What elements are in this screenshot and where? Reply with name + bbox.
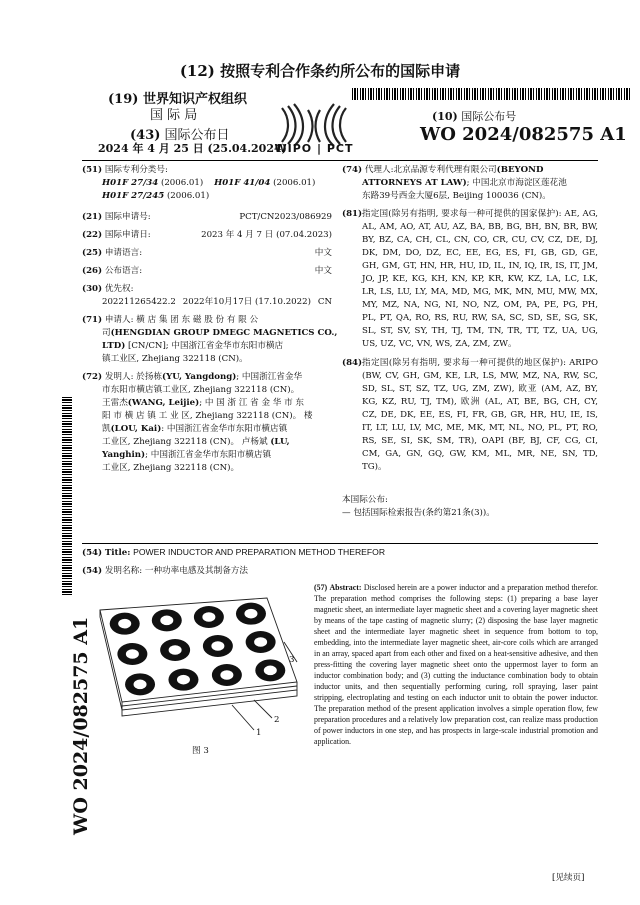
wipo-logo-text: WIPO | PCT bbox=[274, 142, 354, 155]
coil-core bbox=[177, 675, 190, 685]
abstract: (57) Abstract: Disclosed herein are a power inductor and a preparation method therefor. The preparation method comprises the following steps: (1) preparing a base layer magnetic sheet, an intermediate layer magnetic sheet and a covering layer magnetic sheet by means of the tape casting of magnetic slurry; (2) disposing the base layer magnetic sheet and the intermediate layer magnetic sheet in sequence from bottom to top, embedding, into the intermediate layer magnetic sheet, air-core coils which are arranged in an array, spaced apart from each other and fixed on a heat-sensitive adhesive, and then press-fitting the covering layer magnetic sheet onto the uppermost layer to form an inductor combination body; and (3) cutting the inductance combination body to obtain inductor units, and then sequentially performing curing, roll spraying, laser paint stripping, electroplating and testing on each inductor unit to obtain the power inductor. The preparation method of the present application involves a simple operation flow, few preparation procedures and a relatively low preparation cost, can realize mass production of power inductors in one step, and has prospects in large-scale industrial promotion and application. bbox=[314, 583, 598, 746]
pub-number: WO 2024/082575 A1 bbox=[420, 124, 627, 145]
pub-date-value: 2024 年 4 月 25 日 (25.04.2024) bbox=[98, 142, 287, 155]
label-3: 3 bbox=[289, 655, 295, 665]
barcode-image bbox=[352, 88, 630, 100]
continued-note: [见续页] bbox=[552, 873, 585, 883]
title-divider bbox=[82, 543, 598, 544]
label-1: 1 bbox=[256, 728, 262, 738]
left-column: (51) 国际专利分类号: H01F 27/34 (2006.01) H01F 41/04 (2006.01) H01F 27/245 (2006.01) (21) 国际申请号: PCT/CN2023/086929 (22) 国际申请日: 2023 年 4 月 7 日 (07.04.2023) (25) 申请语言: 中文 (26) 公布语言: 中文 (30) 优先权: 202211265422.2 2022年10月17日 (17.10.2022) CN (71) 申请人: 横 店 集 团 东 磁 股 份 有 限 公 司(HENGDIAN GROUP DMEGC MAGNETICS CO., LTD) [CN/CN]; 中国浙江省金华市东阳市横店 镇工业区, Zhejiang 322118 (CN)。 (72) 发明人: 於扬栋(YU, Yangdong); 中国浙江省金华 市东阳市横店镇工业区, Zhejiang 322118 (CN)。 王雷杰(WANG, Leijie); 中 国 浙 江 省 金 华 市 东 阳 市 横 店 镇 工 业 区, Zhejiang 322118 (CN)。 楼 凯(LOU, Kai): 中国浙江省金华市东阳市横店镇 工业区, Zhejiang 322118 (CN)。 卢杨斌 (LU, Yanghin); 中国浙江省金华市东阳市横店镇 工业区, Zhejiang 322118 (CN)。 bbox=[82, 165, 338, 473]
coil-core bbox=[211, 641, 224, 651]
vertical-barcode bbox=[62, 395, 72, 595]
coil-core bbox=[244, 609, 257, 619]
header-divider bbox=[82, 160, 598, 161]
coil-core bbox=[126, 649, 139, 659]
coil-core bbox=[160, 616, 173, 626]
coil-core bbox=[264, 666, 277, 676]
coil-core bbox=[169, 645, 182, 655]
pub-date-label: (43) 国际公布日 bbox=[130, 128, 230, 143]
figure-caption: 图 3 bbox=[192, 746, 209, 756]
office-sub: 国 际 局 bbox=[150, 108, 198, 123]
title-zh: (54) 发明名称: 一种功率电感及其制备方法 bbox=[82, 566, 248, 576]
coil-core bbox=[220, 670, 233, 680]
coil-core bbox=[134, 680, 147, 690]
figure-drawing bbox=[82, 590, 307, 740]
coil-core bbox=[202, 612, 215, 622]
pub-number-label: (10) 国际公布号 bbox=[432, 110, 517, 123]
title-en: (54) Title: POWER INDUCTOR AND PREPARATION METHOD THEREFOR bbox=[82, 547, 386, 558]
right-column: (74) 代理人:北京品源专利代理有限公司(BEYOND ATTORNEYS AT LAW); 中国北京市海淀区莲花池 东路39号西金大厦6层, Beijing 100036 (CN)。 (81) 指定国(除另有指明, 要求每一种可提供的国家保护): AE, AG, AL, AM, AO, AT, AU, AZ, BA, BB, BG, BH, BN, BR, BW, BY, BZ, CA, CH, CL, CN, CO, CR, CU, CV, CZ, DE, DJ, DK, DM, DO, DZ, EC, EE, EG, ES, FI, GB, GD, GE, GH, GM, GT, HN, HR, HU, ID, IL, IN, IQ, IR, IS, IT, JM, JO, JP, KE, KG, KH, KN, KP, KR, KW, KZ, LA, LC, LK, LR, LS, LU, LY, MA, MD, MG, MK, MN, MU, MW, MX, MY, MZ, NA, NG, NI, NO, NZ, OM, PA, PE, PG, PH, PL, PT, QA, RO, RS, RU, RW, SA, SC, SD, SE, SG, SK, SL, ST, SV, SY, TH, TJ, TM, TN, TR, TT, TZ, UA, UG, US, UZ, VC, VN, WS, ZA, ZM, ZW。 (84) 指定国(除另有指明, 要求每一种可提供的地区保护): ARIPO (BW, CV, GH, GM, KE, LR, LS, MW, MZ, NA, RW, SC, SD, SL, ST, SZ, TZ, UG, ZM, ZW), 欧亚 (AM, AZ, BY, KG, KZ, RU, TJ, TM), 欧洲 (AL, AT, BE, BG, CH, CY, CZ, DE, DK, EE, ES, FI, FR, GB, GR, HR, HU, IE, IS, IT, LT, LU, LV, MC, ME, MK, MT, NL, NO, PL, PT, RO, RS, SE, SI, SK, SM, TR), OAPI (BF, BJ, CF, CG, CI, CM, GA, GN, GQ, GW, KM, ML, MR, NE, SN, TD, TG)。 本国际公布: — 包括国际检索报告(条约第21条(3))。 bbox=[342, 165, 598, 518]
document-title: (12) 按照专利合作条约所公布的国际申请 bbox=[179, 62, 461, 80]
label-2: 2 bbox=[274, 715, 280, 725]
office-name: (19) 世界知识产权组织 bbox=[108, 92, 247, 107]
coil-core bbox=[118, 619, 131, 629]
vertical-pub-number: WO 2024/082575 A1 bbox=[70, 616, 92, 835]
coil-core bbox=[254, 637, 267, 647]
